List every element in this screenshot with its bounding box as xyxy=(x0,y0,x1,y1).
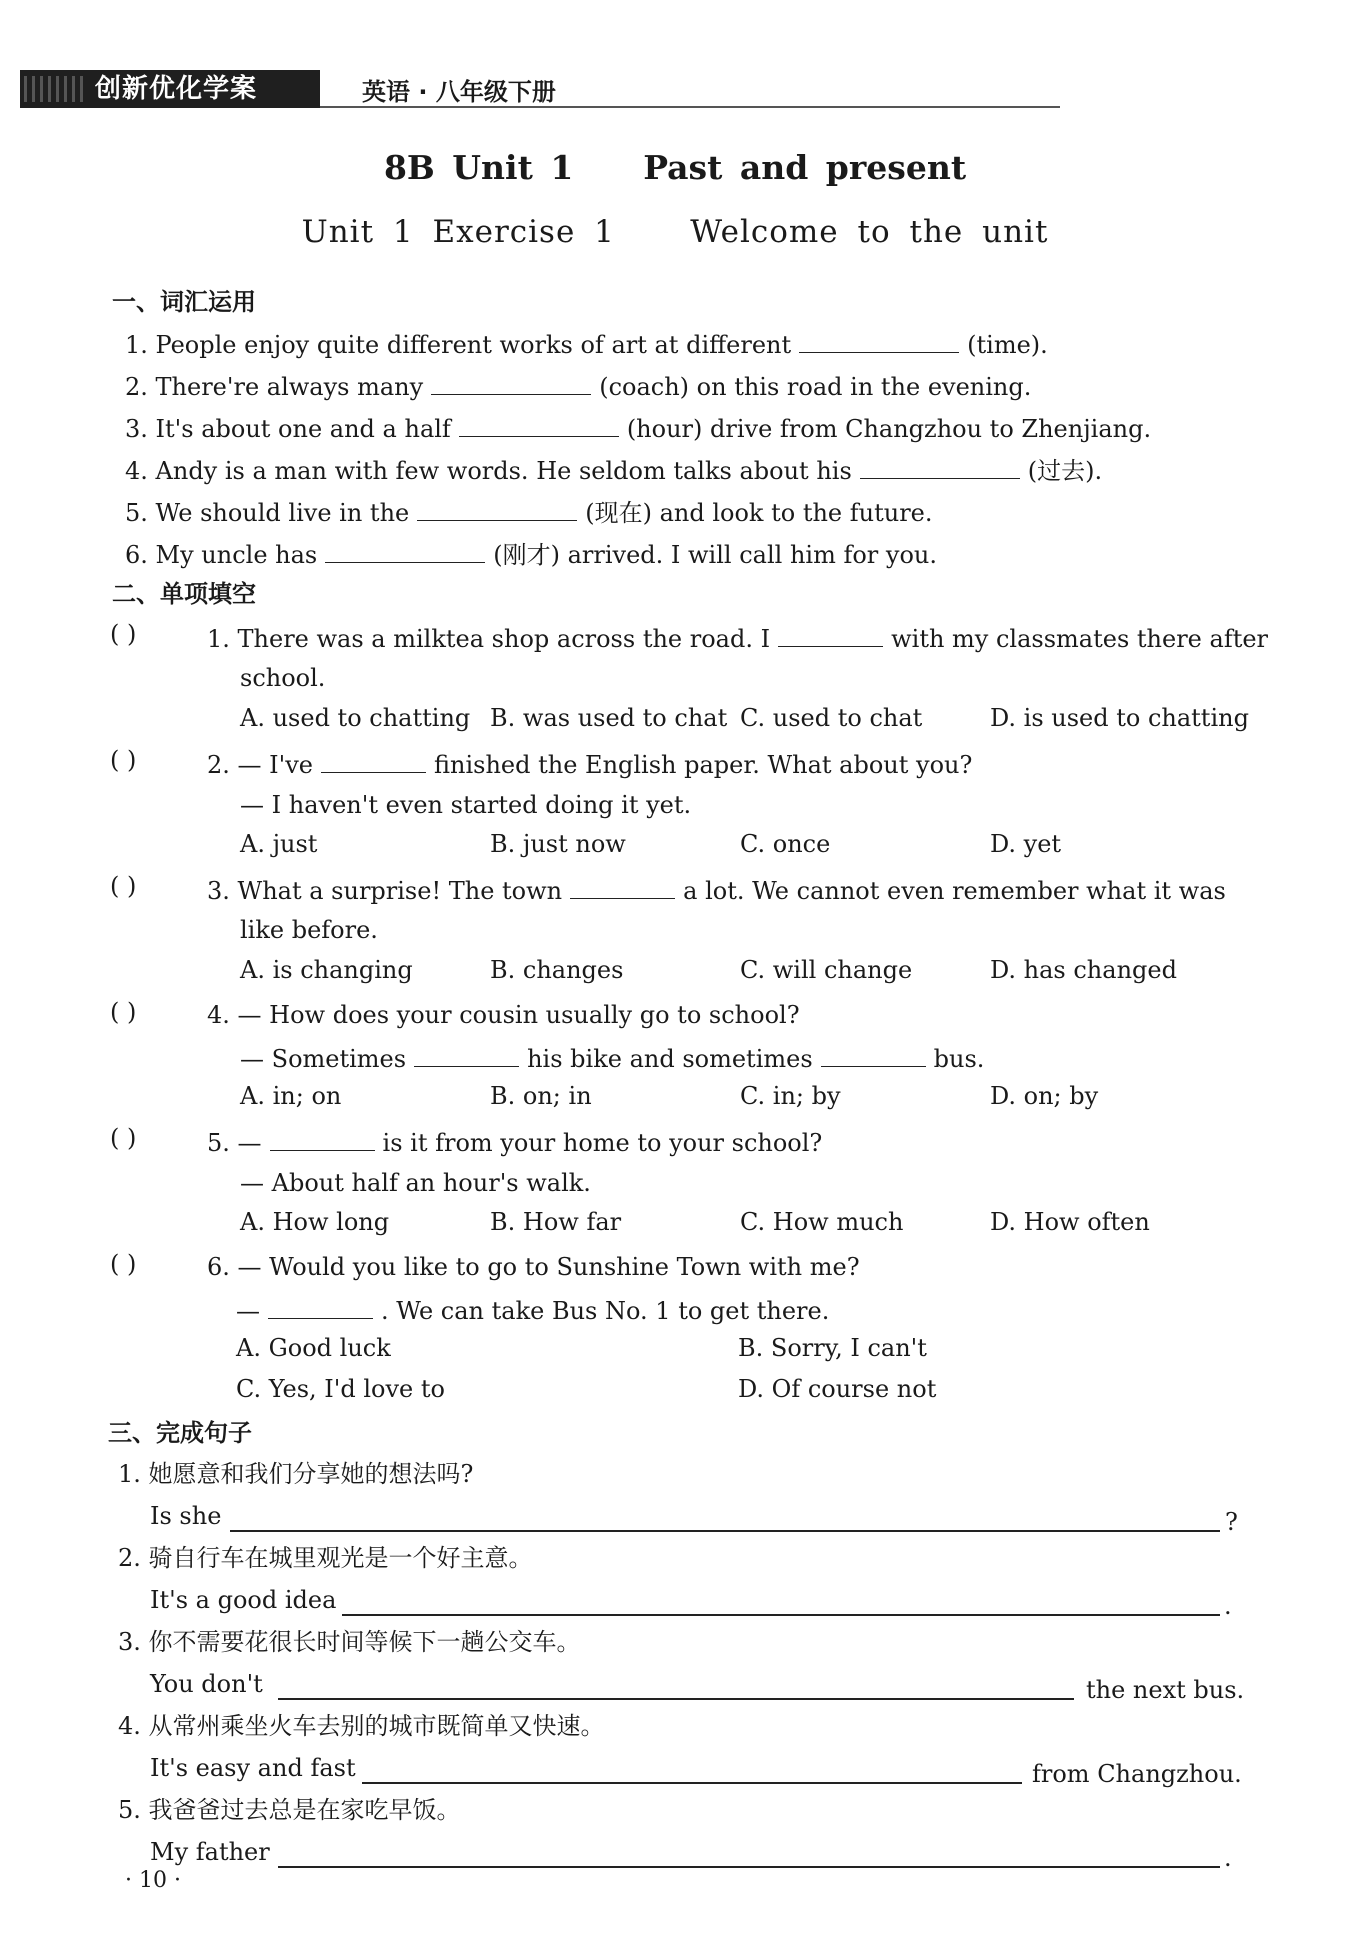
section-vocabulary: 一、词汇运用 xyxy=(112,288,256,316)
page-number: · 10 · xyxy=(125,1868,181,1893)
vocab-hint: (过去). xyxy=(1027,457,1103,485)
subject-label: 英语 · 八年级下册 xyxy=(362,78,556,106)
option-d[interactable]: D. yet xyxy=(990,830,1062,858)
option-d[interactable]: D. Of course not xyxy=(738,1375,937,1403)
question-text: . We can take Bus No. 1 to get there. xyxy=(381,1297,830,1325)
option-c[interactable]: C. Yes, I'd love to xyxy=(236,1375,445,1403)
question-line xyxy=(207,1124,822,1160)
answer-line[interactable] xyxy=(278,1866,1220,1868)
answer-line[interactable] xyxy=(362,1782,1022,1784)
section-sentences xyxy=(108,1416,252,1450)
vocab-text: 2. There're always many xyxy=(125,373,424,401)
section-title: 三、完成句子 xyxy=(108,1419,252,1447)
sentence-end: . xyxy=(1224,1844,1232,1872)
option-c[interactable]: C. How much xyxy=(740,1208,904,1236)
sentence-prompt: 3. 你不需要花很长时间等候下一趟公交车。 xyxy=(118,1628,581,1656)
sentence-prompt: 5. 我爸爸过去总是在家吃早饭。 xyxy=(118,1796,461,1824)
answer-paren[interactable]: ( ) xyxy=(110,746,137,774)
question-text: — xyxy=(236,1297,260,1325)
question-text: school. xyxy=(240,664,326,692)
answer-line[interactable] xyxy=(230,1530,1220,1532)
question-text: 3. What a surprise! The town xyxy=(207,877,563,905)
option-c[interactable]: C. once xyxy=(740,830,831,858)
question-line xyxy=(207,746,972,782)
answer-blank[interactable] xyxy=(799,326,959,353)
answer-paren[interactable]: ( ) xyxy=(110,998,137,1026)
option-c[interactable]: C. used to chat xyxy=(740,704,923,732)
question-line xyxy=(236,1292,829,1328)
answer-blank[interactable] xyxy=(860,452,1020,479)
option-d[interactable]: D. on; by xyxy=(990,1082,1099,1110)
question-text: bus. xyxy=(933,1045,985,1073)
vocab-hint: (time). xyxy=(967,331,1048,359)
option-d[interactable]: D. How often xyxy=(990,1208,1150,1236)
sentence-start: It's easy and fast xyxy=(150,1754,356,1782)
option-b[interactable]: B. changes xyxy=(490,956,624,984)
question-text: 2. — I've xyxy=(207,751,313,779)
answer-blank[interactable] xyxy=(270,1124,375,1151)
option-a[interactable]: A. used to chatting xyxy=(240,704,471,732)
question-text: 5. — xyxy=(207,1129,262,1157)
option-a[interactable]: A. How long xyxy=(240,1208,390,1236)
vocab-text: 4. Andy is a man with few words. He seldom talks about his xyxy=(125,457,852,485)
vocab-hint: (现在) and look to the future. xyxy=(585,499,933,527)
sentence-end: from Changzhou. xyxy=(1032,1760,1242,1788)
question-text: his bike and sometimes xyxy=(527,1045,813,1073)
answer-paren[interactable]: ( ) xyxy=(110,1250,137,1278)
option-b[interactable]: B. just now xyxy=(490,830,626,858)
sentence-start: My father xyxy=(150,1838,270,1866)
sentence-start: It's a good idea xyxy=(150,1586,337,1614)
option-c[interactable]: C. will change xyxy=(740,956,913,984)
question-text: 6. — Would you like to go to Sunshine Town with me? xyxy=(207,1253,860,1281)
answer-blank[interactable] xyxy=(414,1040,519,1067)
question-text: 1. There was a milktea shop across the road. I xyxy=(207,625,771,653)
sentence-start: Is she xyxy=(150,1502,222,1530)
vocab-item xyxy=(125,452,1102,488)
answer-paren[interactable]: ( ) xyxy=(110,1124,137,1152)
option-d[interactable]: D. is used to chatting xyxy=(990,704,1249,732)
option-a[interactable]: A. is changing xyxy=(240,956,413,984)
option-b[interactable]: B. How far xyxy=(490,1208,622,1236)
sentence-end: the next bus. xyxy=(1086,1676,1245,1704)
section-multiple-choice: 二、单项填空 xyxy=(112,580,256,608)
page-subtitle: Unit 1 Exercise 1 Welcome to the unit xyxy=(301,214,1049,250)
answer-blank[interactable] xyxy=(417,494,577,521)
vocab-hint: (coach) on this road in the evening. xyxy=(599,373,1032,401)
question-text: like before. xyxy=(240,916,378,944)
vocab-text: 5. We should live in the xyxy=(125,499,410,527)
vocab-text: 6. My uncle has xyxy=(125,541,318,569)
answer-blank[interactable] xyxy=(431,368,591,395)
option-b[interactable]: B. on; in xyxy=(490,1082,592,1110)
question-text: — About half an hour's walk. xyxy=(240,1169,591,1197)
answer-blank[interactable] xyxy=(321,746,426,773)
vocab-item xyxy=(125,368,1031,404)
sentence-end: ? xyxy=(1225,1508,1238,1536)
answer-paren[interactable]: ( ) xyxy=(110,872,137,900)
sentence-prompt: 4. 从常州乘坐火车去别的城市既简单又快速。 xyxy=(118,1712,605,1740)
sentence-prompt: 1. 她愿意和我们分享她的想法吗? xyxy=(118,1460,474,1488)
vocab-text: 1. People enjoy quite different works of art at different xyxy=(125,331,792,359)
option-b[interactable]: B. was used to chat xyxy=(490,704,728,732)
vocab-hint: (刚才) arrived. I will call him for you. xyxy=(493,541,937,569)
question-text: with my classmates there after xyxy=(891,625,1269,653)
question-text: — I haven't even started doing it yet. xyxy=(240,791,692,819)
sentence-start: You don't xyxy=(150,1670,263,1698)
vocab-item xyxy=(125,536,937,572)
option-a[interactable]: A. Good luck xyxy=(236,1334,391,1362)
vocab-text: 3. It's about one and a half xyxy=(125,415,451,443)
answer-line[interactable] xyxy=(342,1614,1220,1616)
vocab-item xyxy=(125,326,1048,362)
option-b[interactable]: B. Sorry, I can't xyxy=(738,1334,927,1362)
sentence-end: . xyxy=(1224,1592,1232,1620)
question-text: — Sometimes xyxy=(240,1045,407,1073)
vocab-item xyxy=(125,410,1151,446)
answer-blank[interactable] xyxy=(325,536,485,563)
answer-paren[interactable]: ( ) xyxy=(110,620,137,648)
question-text: is it from your home to your school? xyxy=(382,1129,823,1157)
header-divider xyxy=(320,106,1060,108)
answer-blank[interactable] xyxy=(821,1040,926,1067)
answer-blank[interactable] xyxy=(778,620,883,647)
answer-blank[interactable] xyxy=(570,872,675,899)
question-line xyxy=(207,620,1268,656)
brand-logo: 创新优化学案 xyxy=(95,74,258,104)
brand-decoration xyxy=(24,76,84,102)
option-a[interactable]: A. in; on xyxy=(240,1082,342,1110)
sentence-prompt: 2. 骑自行车在城里观光是一个好主意。 xyxy=(118,1544,533,1572)
option-c[interactable]: C. in; by xyxy=(740,1082,841,1110)
vocab-hint: (hour) drive from Changzhou to Zhenjiang. xyxy=(626,415,1152,443)
vocab-item xyxy=(125,494,933,530)
question-line xyxy=(207,872,1226,908)
answer-line[interactable] xyxy=(278,1698,1074,1700)
question-text: finished the English paper. What about you? xyxy=(434,751,973,779)
question-line xyxy=(240,1040,984,1076)
answer-blank[interactable] xyxy=(459,410,619,437)
page-title: 8B Unit 1 Past and present xyxy=(383,148,967,187)
question-text: 4. — How does your cousin usually go to school? xyxy=(207,1001,800,1029)
question-text: a lot. We cannot even remember what it was xyxy=(683,877,1226,905)
option-a[interactable]: A. just xyxy=(240,830,318,858)
answer-blank[interactable] xyxy=(268,1292,373,1319)
option-d[interactable]: D. has changed xyxy=(990,956,1177,984)
